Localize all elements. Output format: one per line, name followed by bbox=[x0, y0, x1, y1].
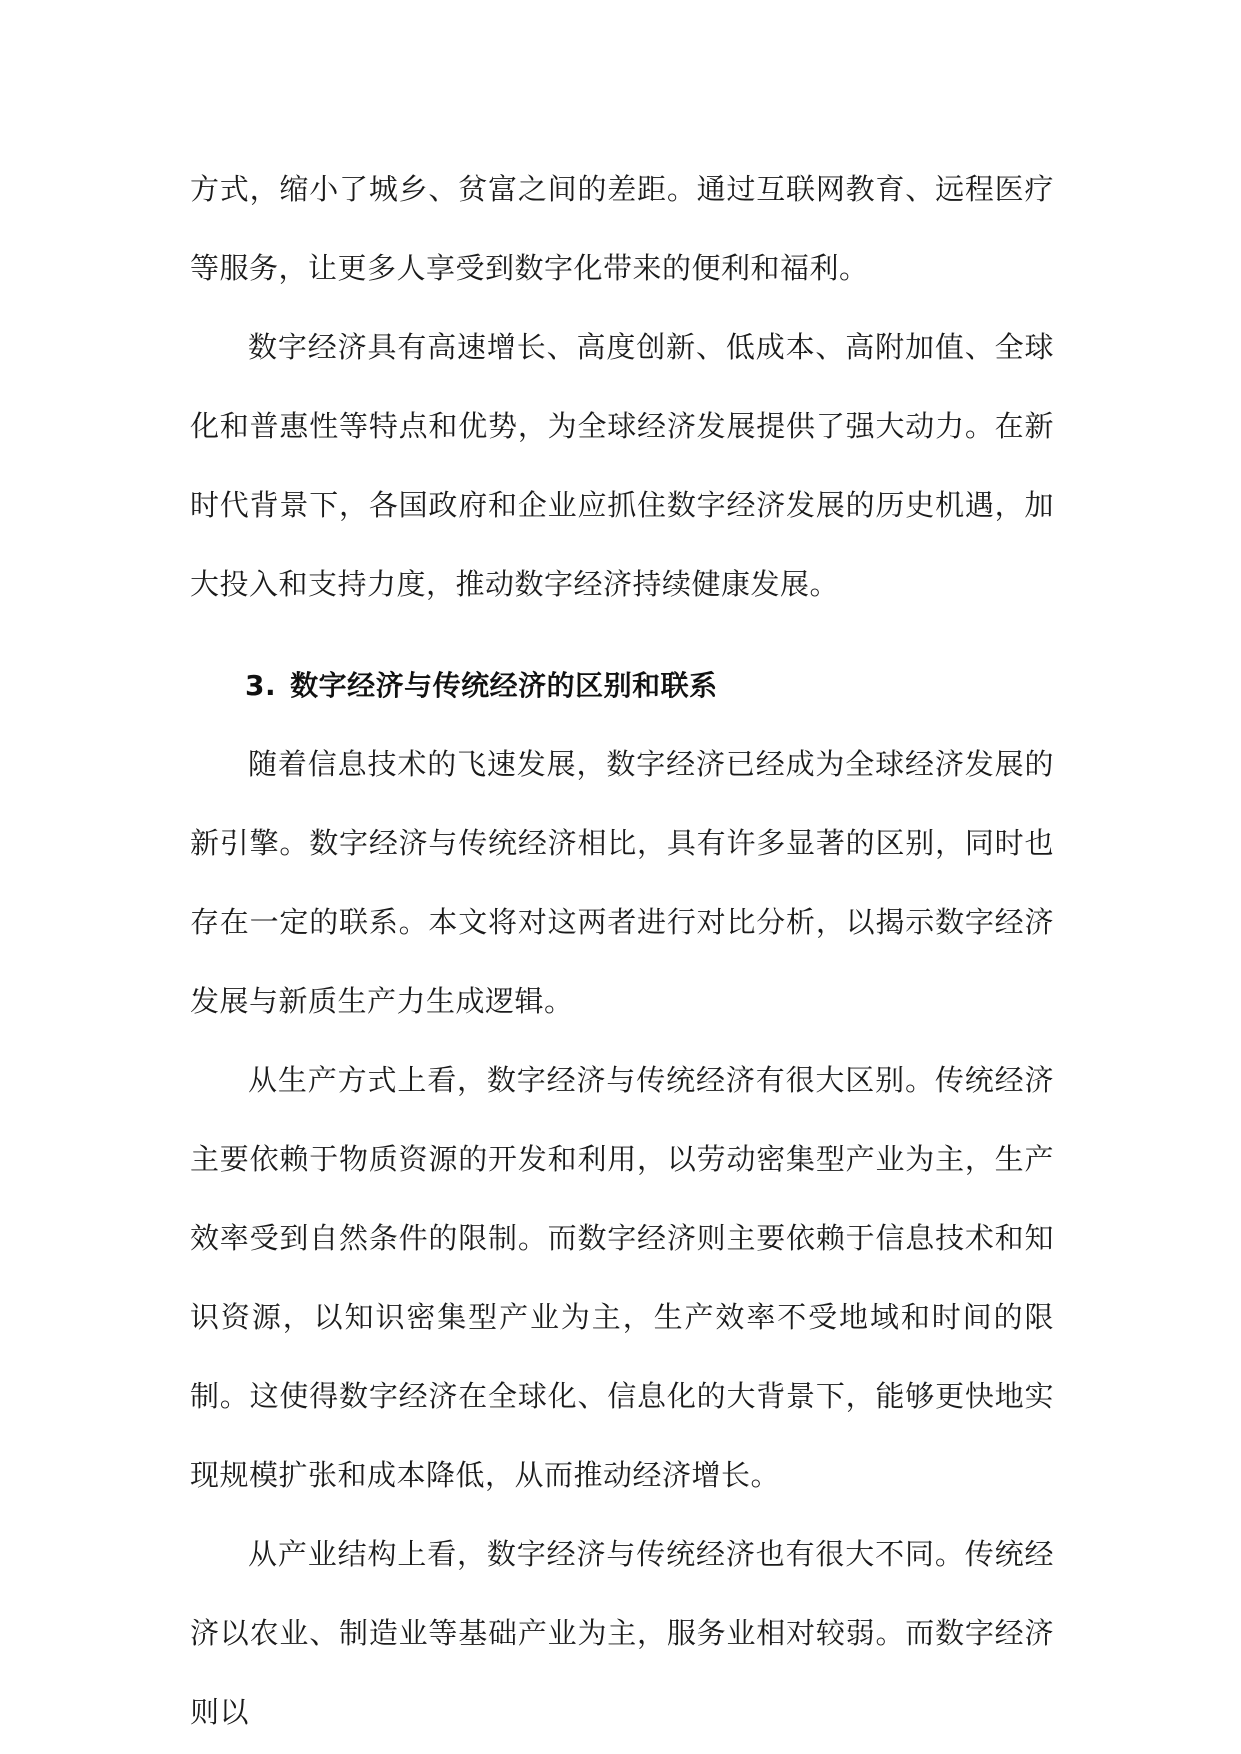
paragraph-industry-structure: 从产业结构上看，数字经济与传统经济也有很大不同。传统经济以农业、制造业等基础产业为主，服务业相对较弱。而数字经济则以 bbox=[190, 1537, 1054, 1729]
paragraph-digital-economy-features: 数字经济具有高速增长、高度创新、低成本、高附加值、全球化和普惠性等特点和优势，为全球经济发展提供了强大动力。在新时代背景下，各国政府和企业应抓住数字经济发展的历史机遇，加大投入和支持力度，推动数字经济持续健康发展。 bbox=[190, 330, 1054, 601]
paragraph-production-mode: 从生产方式上看，数字经济与传统经济有很大区别。传统经济主要依赖于物质资源的开发和利用，以劳动密集型产业为主，生产效率受到自然条件的限制。而数字经济则主要依赖于信息技术和知识资源，以知识密集型产业为主，生产效率不受地域和时间的限制。这使得数字经济在全球化、信息化的大背景下，能够更快地实现规模扩张和成本降低，从而推动经济增长。 bbox=[190, 1063, 1054, 1492]
paragraph-intro: 随着信息技术的飞速发展，数字经济已经成为全球经济发展的新引擎。数字经济与传统经济相比，具有许多显著的区别，同时也存在一定的联系。本文将对这两者进行对比分析，以揭示数字经济发展与新质生产力生成逻辑。 bbox=[190, 747, 1054, 1018]
section-title: 数字经济与传统经济的区别和联系 bbox=[290, 669, 718, 702]
section-number: 3. bbox=[245, 669, 277, 702]
document-body bbox=[190, 150, 1054, 1752]
section-heading bbox=[190, 646, 1054, 725]
paragraph-continuation: 方式，缩小了城乡、贫富之间的差距。通过互联网教育、远程医疗等服务，让更多人享受到数字化带来的便利和福利。 bbox=[190, 172, 1054, 285]
